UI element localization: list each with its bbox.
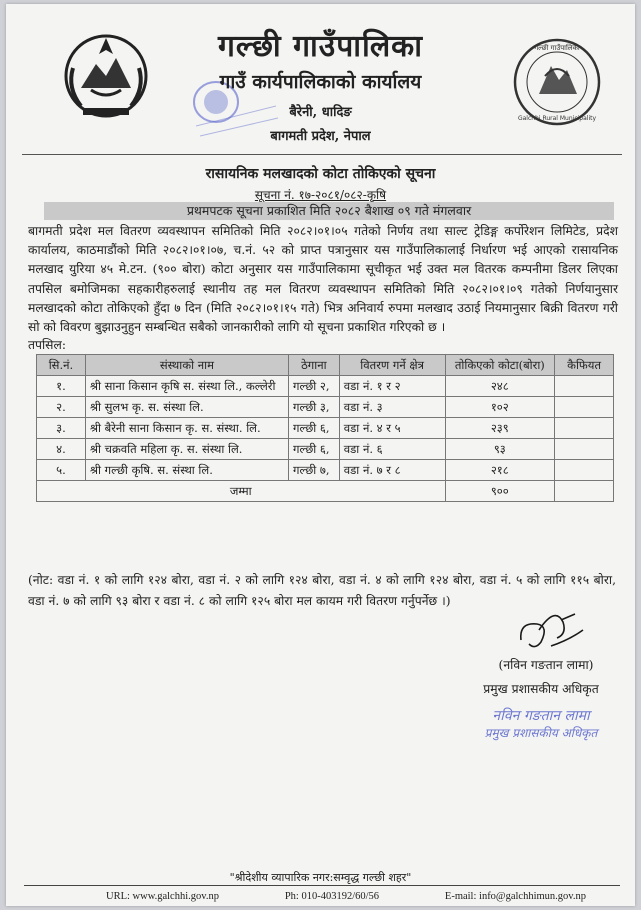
- cell-org-name: श्री चक्रवति महिला कृ. स. संस्था लि.: [85, 439, 288, 460]
- footer-divider: [24, 885, 620, 886]
- notice-body: बागमती प्रदेश मल वितरण व्यवस्थापन समितिको मिति २०८२।०१।०५ गतेको निर्णय तथा साल्ट ट्रेडिङ्ग कर्पोरेशन लिमिटेड, प्रदेश कार्यालय, काठमाडौंको मिति २०८२।०१।०७, च.नं. ५२ को प्राप्त पत्रानुसार यस गाउँपालिकालाई निर्धारण भई आएको रासायनिक मलखाद युरिया ४५ मे.टन. (९०० बोरा) कोटा अनुसार यस गाउँपालिकामा सूचीकृत भई उक्त मल वितरक कम्पनीमा डिलर लिएका तपसिल बमोजिमका सहकारीहरुलाई स्थानीय तह मल वितरण व्यवस्थापन समितिको मिति २०८२।०१।०९ गतेको निर्णयानुसार मलखादको कोटा तोकिएको हुँदा ७ दिन (मिति २०८२।०१।१५ गते) भित्र अनिवार्य रुपमा मलखाद उठाई नियमानुसार बिक्री वितरण गरी सो को विवरण बुझाउनुहुन सम्बन्धित सबैको जानकारीको लागि यो सूचना प्रकाशित गरिएको छ ।: [28, 224, 618, 335]
- footer-email[interactable]: E-mail: info@galchhimun.gov.np: [444, 891, 586, 902]
- cell-address: गल्छी ७,: [289, 460, 340, 481]
- signature-icon: [511, 600, 591, 656]
- signatory-post: प्रमुख प्रशासकीय अधिकृत: [483, 682, 599, 696]
- cell-address: गल्छी २,: [289, 376, 340, 397]
- municipality-title: गल्छी गाउँपालिका: [218, 29, 423, 64]
- header-quota: तोकिएको कोटा(बोरा): [445, 355, 555, 376]
- cell-sn: ३.: [37, 418, 86, 439]
- cell-area: वडा नं. ३: [339, 397, 445, 418]
- footer-url[interactable]: URL: www.galchhi.gov.np: [106, 891, 219, 902]
- header-area: वितरण गर्ने क्षेत्र: [339, 355, 445, 376]
- cell-org-name: श्री सुलभ कृ. स. संस्था लि.: [85, 397, 288, 418]
- signatory-name: (नविन गङतान लामा): [498, 658, 594, 672]
- office-location: बैरेनी, धादिङ: [289, 105, 352, 120]
- cell-quota: २१८: [445, 460, 555, 481]
- cell-sn: १.: [37, 376, 86, 397]
- cell-address: गल्छी ३,: [289, 397, 340, 418]
- total-value: ९००: [445, 481, 555, 502]
- office-subtitle: गाउँ कार्यपालिकाको कार्यालय: [219, 71, 422, 93]
- header-address: ठेगाना: [289, 355, 340, 376]
- header-org-name: संस्थाको नाम: [85, 355, 288, 376]
- table-row: [37, 460, 614, 481]
- cell-org-name: श्री बैरेनी साना किसान कृ. स. संस्था. लि.: [85, 418, 288, 439]
- cell-sn: ४.: [37, 439, 86, 460]
- logo-text-bottom: Galchhi Rural Municipality: [517, 115, 597, 122]
- cell-remarks: [555, 418, 614, 439]
- notice-title: रासायनिक मलखादको कोटा तोकिएको सूचना: [205, 166, 436, 182]
- cell-sn: २.: [37, 397, 86, 418]
- notice-number: सूचना नं. १७-२०८१/०८२-कृषि: [254, 188, 387, 202]
- cell-remarks: [555, 397, 614, 418]
- cell-area: वडा नं. १ र २: [339, 376, 445, 397]
- table-total-row: [37, 481, 614, 502]
- quota-table: [36, 354, 614, 502]
- cell-quota: ९३: [445, 439, 555, 460]
- footer-contacts: [106, 891, 586, 902]
- header-remarks: कैफियत: [555, 355, 614, 376]
- distribution-note: (नोट: वडा नं. १ को लागि १२४ बोरा, वडा नं. २ को लागि १२४ बोरा, वडा नं. ४ को लागि १२४ बोरा, वडा नं. ५ को लागि ११५ बोरा, वडा नं. ७ को लागि ९३ बोरा र वडा नं. ८ को लागि १२५ बोरा मल कायम गरी वितरण गर्नुपर्नेछ ।): [28, 573, 616, 608]
- details-label: तपसिल:: [28, 338, 66, 352]
- cell-area: वडा नं. ७ र ८: [339, 460, 445, 481]
- province-location: बागमती प्रदेश, नेपाल: [270, 129, 371, 144]
- cell-remarks: [555, 376, 614, 397]
- footer-slogan: "श्रीदेशीय व्यापारिक नगर:सम्वृद्ध गल्छी शहर": [229, 871, 412, 884]
- cell-remarks: [555, 460, 614, 481]
- cell-quota: २३९: [445, 418, 555, 439]
- cell-quota: २४८: [445, 376, 555, 397]
- cell-quota: १०२: [445, 397, 555, 418]
- cell-sn: ५.: [37, 460, 86, 481]
- cell-address: गल्छी ६,: [289, 439, 340, 460]
- notice-page: [6, 4, 635, 906]
- header-divider: [22, 154, 622, 155]
- table-row: [37, 439, 614, 460]
- cell-remarks: [555, 439, 614, 460]
- header-sn: सि.नं.: [37, 355, 86, 376]
- table-row: [37, 376, 614, 397]
- total-label: जम्मा: [37, 481, 446, 502]
- cell-area: वडा नं. ६: [339, 439, 445, 460]
- cell-area: वडा नं. ४ र ५: [339, 418, 445, 439]
- table-row: [37, 418, 614, 439]
- stamp-name: नविन गङतान लामा: [492, 708, 590, 724]
- table-row: [37, 397, 614, 418]
- cell-org-name: श्री गल्छी कृषि. स. संस्था लि.: [85, 460, 288, 481]
- cell-address: गल्छी ६,: [289, 418, 340, 439]
- cell-org-name: श्री साना किसान कृषि स. संस्था लि., कल्लेरी: [85, 376, 288, 397]
- publication-date-bar: प्रथमपटक सूचना प्रकाशित मिति २०८२ बैशाख ०९ गते मंगलवार: [44, 202, 614, 220]
- footer-phone: Ph: 010-403192/60/56: [284, 891, 380, 902]
- table-header-row: [37, 355, 614, 376]
- total-remarks: [555, 481, 614, 502]
- stamp-post: प्रमुख प्रशासकीय अधिकृत: [484, 726, 598, 740]
- logo-text-top: गल्छी गाउँपालिका: [534, 44, 580, 52]
